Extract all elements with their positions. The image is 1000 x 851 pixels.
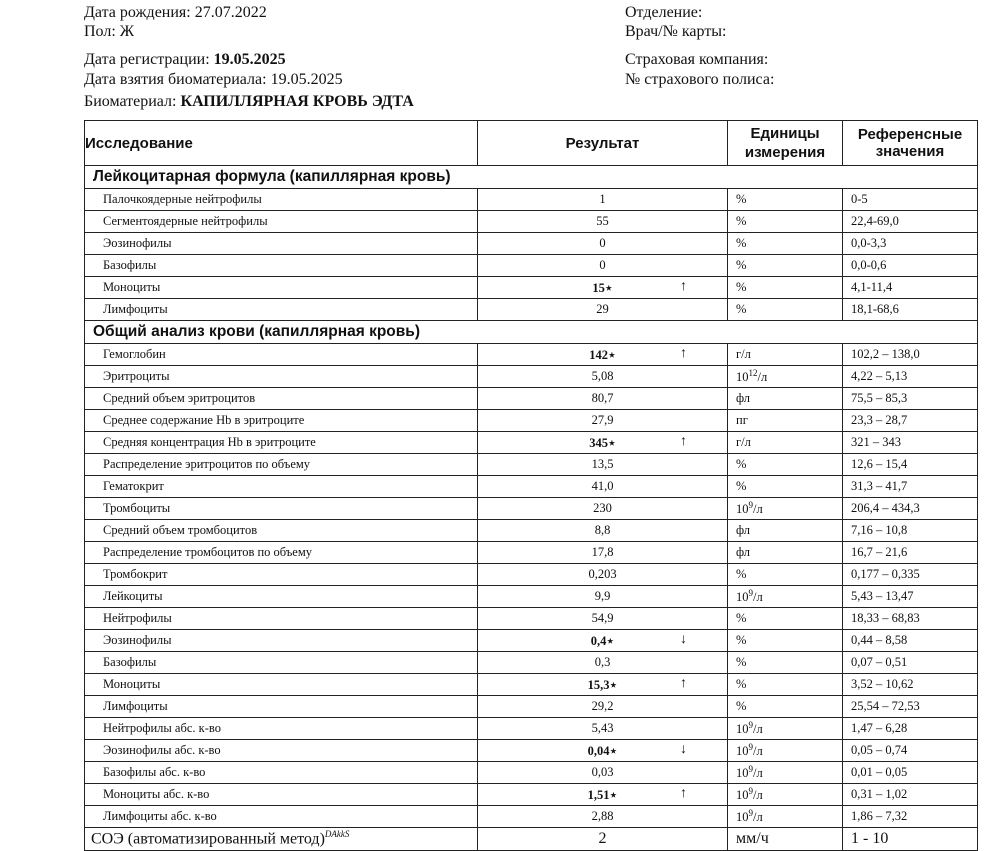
unit-base: 10: [736, 744, 749, 759]
unit-base: %: [736, 302, 747, 316]
test-unit: [728, 630, 843, 652]
test-reference: 31,3 – 41,7: [843, 476, 978, 498]
test-reference: 3,52 – 10,62: [843, 674, 978, 696]
test-name: Средний объем тромбоцитов: [85, 520, 478, 542]
table-row: [85, 498, 978, 520]
unit-suffix: /л: [753, 502, 763, 517]
header-units: [728, 121, 843, 166]
unit-exponent: 9: [748, 587, 753, 598]
test-name: Эритроциты: [85, 366, 478, 388]
result-value: 345⋆: [589, 435, 616, 450]
test-reference: 1,86 – 7,32: [843, 806, 978, 828]
unit-exponent: 9: [748, 719, 753, 730]
unit-base: %: [736, 236, 747, 250]
results-table: [84, 120, 978, 851]
test-result: [478, 740, 728, 762]
test-result: [478, 806, 728, 828]
test-unit: [728, 718, 843, 740]
result-value: 54,9: [591, 611, 614, 625]
result-value: 0,3: [594, 655, 611, 669]
esr-value: 2: [478, 828, 728, 851]
test-name: Базофилы: [85, 652, 478, 674]
table-row: [85, 674, 978, 696]
test-reference: 16,7 – 21,6: [843, 542, 978, 564]
unit-base: %: [736, 258, 747, 272]
unit-base: 10: [736, 590, 749, 605]
test-result: [478, 211, 728, 233]
test-reference: 0,31 – 1,02: [843, 784, 978, 806]
test-name: Средняя концентрация Hb в эритроците: [85, 432, 478, 454]
test-name: Среднее содержание Hb в эритроците: [85, 410, 478, 432]
table-row: [85, 520, 978, 542]
arrow-up-icon: ↑: [680, 786, 687, 801]
test-unit: [728, 652, 843, 674]
unit-base: %: [736, 633, 747, 647]
table-row: [85, 432, 978, 454]
unit-suffix: /л: [753, 744, 763, 759]
unit-base: %: [736, 699, 747, 713]
birth-date-value: 27.07.2022: [194, 4, 267, 21]
test-unit: [728, 255, 843, 277]
result-value: 0,203: [588, 567, 617, 581]
test-unit: [728, 740, 843, 762]
test-name: Лимфоциты: [85, 299, 478, 321]
test-name: Гематокрит: [85, 476, 478, 498]
test-result: [478, 432, 728, 454]
table-row: [85, 233, 978, 255]
test-unit: [728, 784, 843, 806]
unit-base: фл: [736, 523, 751, 537]
test-unit: [728, 366, 843, 388]
test-unit: [728, 762, 843, 784]
unit-base: 10: [736, 810, 749, 825]
test-reference: 0,44 – 8,58: [843, 630, 978, 652]
test-result: [478, 586, 728, 608]
test-name: Палочкоядерные нейтрофилы: [85, 189, 478, 211]
unit-suffix: /л: [753, 766, 763, 781]
section-title: Общий анализ крови (капиллярная кровь): [85, 321, 978, 344]
test-reference: 0,0-3,3: [843, 233, 978, 255]
section-header: [85, 166, 978, 189]
registration-date: [84, 50, 286, 70]
department-label: Отделение:: [625, 4, 703, 21]
test-name: Моноциты: [85, 674, 478, 696]
unit-base: %: [736, 192, 747, 206]
result-value: 41,0: [591, 479, 614, 493]
table-header: [85, 121, 978, 166]
table-row: [85, 366, 978, 388]
test-unit: [728, 608, 843, 630]
table-body: [85, 166, 978, 828]
test-result: [478, 630, 728, 652]
esr-name-text: СОЭ (автоматизированный метод): [91, 830, 325, 848]
result-value: 0,03: [591, 765, 614, 779]
result-value: 80,7: [591, 391, 614, 405]
test-result: [478, 344, 728, 366]
section-title: Лейкоцитарная формула (капиллярная кровь): [85, 166, 978, 189]
unit-base: 10: [736, 788, 749, 803]
test-name: Лимфоциты: [85, 696, 478, 718]
test-unit: [728, 344, 843, 366]
birth-date-label: Дата рождения:: [84, 4, 191, 21]
policy-label: № страхового полиса:: [625, 71, 775, 88]
esr-reference: 1 - 10: [843, 828, 978, 851]
sex-value: Ж: [119, 23, 135, 40]
result-value: 5,08: [591, 369, 614, 383]
test-reference: 206,4 – 434,3: [843, 498, 978, 520]
test-result: [478, 233, 728, 255]
unit-base: фл: [736, 391, 751, 405]
esr-accreditation-mark: DAkkS: [324, 829, 350, 840]
esr-name: [85, 828, 478, 851]
unit-base: %: [736, 655, 747, 669]
test-result: [478, 762, 728, 784]
table-row: [85, 454, 978, 476]
birth-date: [84, 3, 267, 23]
test-reference: 321 – 343: [843, 432, 978, 454]
arrow-up-icon: ↑: [680, 346, 687, 361]
test-unit: [728, 277, 843, 299]
test-unit: [728, 299, 843, 321]
unit-base: %: [736, 457, 747, 471]
result-value: 1: [599, 192, 606, 206]
unit-exponent: 12: [748, 367, 758, 378]
test-unit: [728, 586, 843, 608]
table-row: [85, 784, 978, 806]
table-row: [85, 476, 978, 498]
table-row: [85, 189, 978, 211]
result-value: 5,43: [591, 721, 614, 735]
unit-base: г/л: [736, 347, 751, 361]
test-result: [478, 498, 728, 520]
test-name: Моноциты: [85, 277, 478, 299]
result-value: 15⋆: [592, 280, 613, 295]
sample-date-value: 19.05.2025: [270, 71, 343, 88]
table-row: [85, 762, 978, 784]
test-reference: 12,6 – 15,4: [843, 454, 978, 476]
test-name: Нейтрофилы абс. к-во: [85, 718, 478, 740]
test-unit: [728, 696, 843, 718]
unit-base: пг: [736, 413, 748, 427]
table-row: [85, 564, 978, 586]
test-reference: 75,5 – 85,3: [843, 388, 978, 410]
header-reference: Референсные значения: [843, 121, 978, 166]
test-name: Эозинофилы: [85, 630, 478, 652]
test-result: [478, 299, 728, 321]
test-name: Базофилы абс. к-во: [85, 762, 478, 784]
arrow-up-icon: ↑: [680, 676, 687, 691]
result-value: 29: [596, 302, 609, 316]
table-row: [85, 652, 978, 674]
test-name: Гемоглобин: [85, 344, 478, 366]
test-reference: 0,0-0,6: [843, 255, 978, 277]
result-value: 0: [599, 236, 606, 250]
test-result: [478, 189, 728, 211]
unit-base: %: [736, 214, 747, 228]
test-reference: 18,33 – 68,83: [843, 608, 978, 630]
test-name: Эозинофилы: [85, 233, 478, 255]
arrow-up-icon: ↑: [680, 434, 687, 449]
test-unit: [728, 189, 843, 211]
esr-unit: мм/ч: [728, 828, 843, 851]
sample-date-label: Дата взятия биоматериала:: [84, 71, 267, 88]
test-result: [478, 366, 728, 388]
table-row: [85, 806, 978, 828]
header-units-line1: Единицы: [750, 125, 820, 142]
test-reference: 0-5: [843, 189, 978, 211]
table-row: [85, 608, 978, 630]
sex-label: Пол:: [84, 23, 116, 40]
unit-suffix: /л: [753, 722, 763, 737]
test-unit: [728, 233, 843, 255]
result-value: 2,88: [591, 809, 614, 823]
test-unit: [728, 542, 843, 564]
test-reference: 1,47 – 6,28: [843, 718, 978, 740]
result-value: 8,8: [594, 523, 611, 537]
test-name: Нейтрофилы: [85, 608, 478, 630]
test-unit: [728, 806, 843, 828]
test-result: [478, 652, 728, 674]
test-result: [478, 696, 728, 718]
result-value: 9,9: [594, 589, 611, 603]
header-units-line2: измерения: [744, 144, 826, 161]
unit-suffix: /л: [753, 590, 763, 605]
test-name: Тромбокрит: [85, 564, 478, 586]
test-reference: 23,3 – 28,7: [843, 410, 978, 432]
result-value: 0: [599, 258, 606, 272]
test-unit: [728, 476, 843, 498]
test-unit: [728, 432, 843, 454]
test-result: [478, 255, 728, 277]
unit-base: 10: [736, 766, 749, 781]
test-result: [478, 564, 728, 586]
biomaterial-label: Биоматериал:: [84, 93, 177, 110]
unit-suffix: /л: [753, 788, 763, 803]
test-unit: [728, 520, 843, 542]
table-row: [85, 211, 978, 233]
sex: [84, 22, 134, 42]
unit-exponent: 9: [748, 785, 753, 796]
unit-exponent: 9: [748, 499, 753, 510]
test-unit: [728, 564, 843, 586]
test-reference: 0,177 – 0,335: [843, 564, 978, 586]
test-reference: 4,1-11,4: [843, 277, 978, 299]
unit-suffix: /л: [757, 370, 768, 385]
test-result: [478, 410, 728, 432]
biomaterial: [84, 92, 414, 112]
sample-date: [84, 70, 343, 90]
test-unit: [728, 388, 843, 410]
unit-base: фл: [736, 545, 751, 559]
test-result: [478, 784, 728, 806]
test-reference: 0,01 – 0,05: [843, 762, 978, 784]
arrow-down-icon: ↓: [680, 742, 687, 757]
biomaterial-value: КАПИЛЛЯРНАЯ КРОВЬ ЭДТА: [180, 93, 414, 110]
test-result: [478, 277, 728, 299]
test-name: Моноциты абс. к-во: [85, 784, 478, 806]
table-row: [85, 586, 978, 608]
test-unit: [728, 674, 843, 696]
unit-exponent: 9: [748, 807, 753, 818]
test-reference: 5,43 – 13,47: [843, 586, 978, 608]
unit-suffix: /л: [753, 810, 763, 825]
result-value: 29,2: [591, 699, 614, 713]
table-row: [85, 277, 978, 299]
registration-date-value: 19.05.2025: [213, 51, 286, 68]
test-unit: [728, 498, 843, 520]
header-result: Результат: [478, 121, 728, 166]
test-name: Лимфоциты абс. к-во: [85, 806, 478, 828]
test-name: Эозинофилы абс. к-во: [85, 740, 478, 762]
unit-base: %: [736, 280, 747, 294]
unit-base: 10: [736, 502, 749, 517]
test-name: Базофилы: [85, 255, 478, 277]
esr-row: [85, 828, 978, 851]
unit-exponent: 9: [748, 741, 753, 752]
result-value: 55: [596, 214, 609, 228]
test-result: [478, 674, 728, 696]
arrow-down-icon: ↓: [680, 632, 687, 647]
table-row: [85, 718, 978, 740]
section-header: [85, 321, 978, 344]
test-name: Сегментоядерные нейтрофилы: [85, 211, 478, 233]
table-row: [85, 299, 978, 321]
test-result: [478, 542, 728, 564]
result-value: 230: [593, 501, 612, 515]
test-reference: 0,05 – 0,74: [843, 740, 978, 762]
unit-base: %: [736, 567, 747, 581]
table-row: [85, 388, 978, 410]
result-value: 1,51⋆: [587, 787, 618, 802]
test-reference: 18,1-68,6: [843, 299, 978, 321]
result-value: 15,3⋆: [587, 677, 618, 692]
arrow-up-icon: ↑: [680, 279, 687, 294]
unit-base: %: [736, 611, 747, 625]
registration-date-label: Дата регистрации:: [84, 51, 210, 68]
unit-base: 10: [736, 722, 749, 737]
doctor-label: Врач/№ карты:: [625, 23, 727, 40]
test-result: [478, 388, 728, 410]
table-row: [85, 410, 978, 432]
result-value: 142⋆: [589, 347, 616, 362]
result-value: 27,9: [591, 413, 614, 427]
test-reference: 7,16 – 10,8: [843, 520, 978, 542]
result-value: 0,4⋆: [590, 633, 615, 648]
result-value: 17,8: [591, 545, 614, 559]
unit-base: %: [736, 677, 747, 691]
test-reference: 102,2 – 138,0: [843, 344, 978, 366]
test-name: Тромбоциты: [85, 498, 478, 520]
header-test: Исследование: [85, 121, 478, 166]
insurance-label: Страховая компания:: [625, 51, 769, 68]
test-result: [478, 608, 728, 630]
test-unit: [728, 454, 843, 476]
unit-base: 10: [736, 370, 749, 385]
table-row: [85, 740, 978, 762]
test-name: Распределение эритроцитов по объему: [85, 454, 478, 476]
test-name: Распределение тромбоцитов по объему: [85, 542, 478, 564]
unit-exponent: 9: [748, 763, 753, 774]
test-reference: 25,54 – 72,53: [843, 696, 978, 718]
unit-base: г/л: [736, 435, 751, 449]
test-unit: [728, 410, 843, 432]
test-reference: 22,4-69,0: [843, 211, 978, 233]
test-name: Лейкоциты: [85, 586, 478, 608]
table-row: [85, 542, 978, 564]
test-unit: [728, 211, 843, 233]
unit-base: %: [736, 479, 747, 493]
table-row: [85, 255, 978, 277]
table-row: [85, 696, 978, 718]
test-result: [478, 718, 728, 740]
result-value: 0,04⋆: [587, 743, 618, 758]
table-row: [85, 344, 978, 366]
test-reference: 0,07 – 0,51: [843, 652, 978, 674]
result-value: 13,5: [591, 457, 614, 471]
table-row: [85, 630, 978, 652]
test-result: [478, 454, 728, 476]
test-name: Средний объем эритроцитов: [85, 388, 478, 410]
test-result: [478, 520, 728, 542]
test-result: [478, 476, 728, 498]
test-reference: 4,22 – 5,13: [843, 366, 978, 388]
